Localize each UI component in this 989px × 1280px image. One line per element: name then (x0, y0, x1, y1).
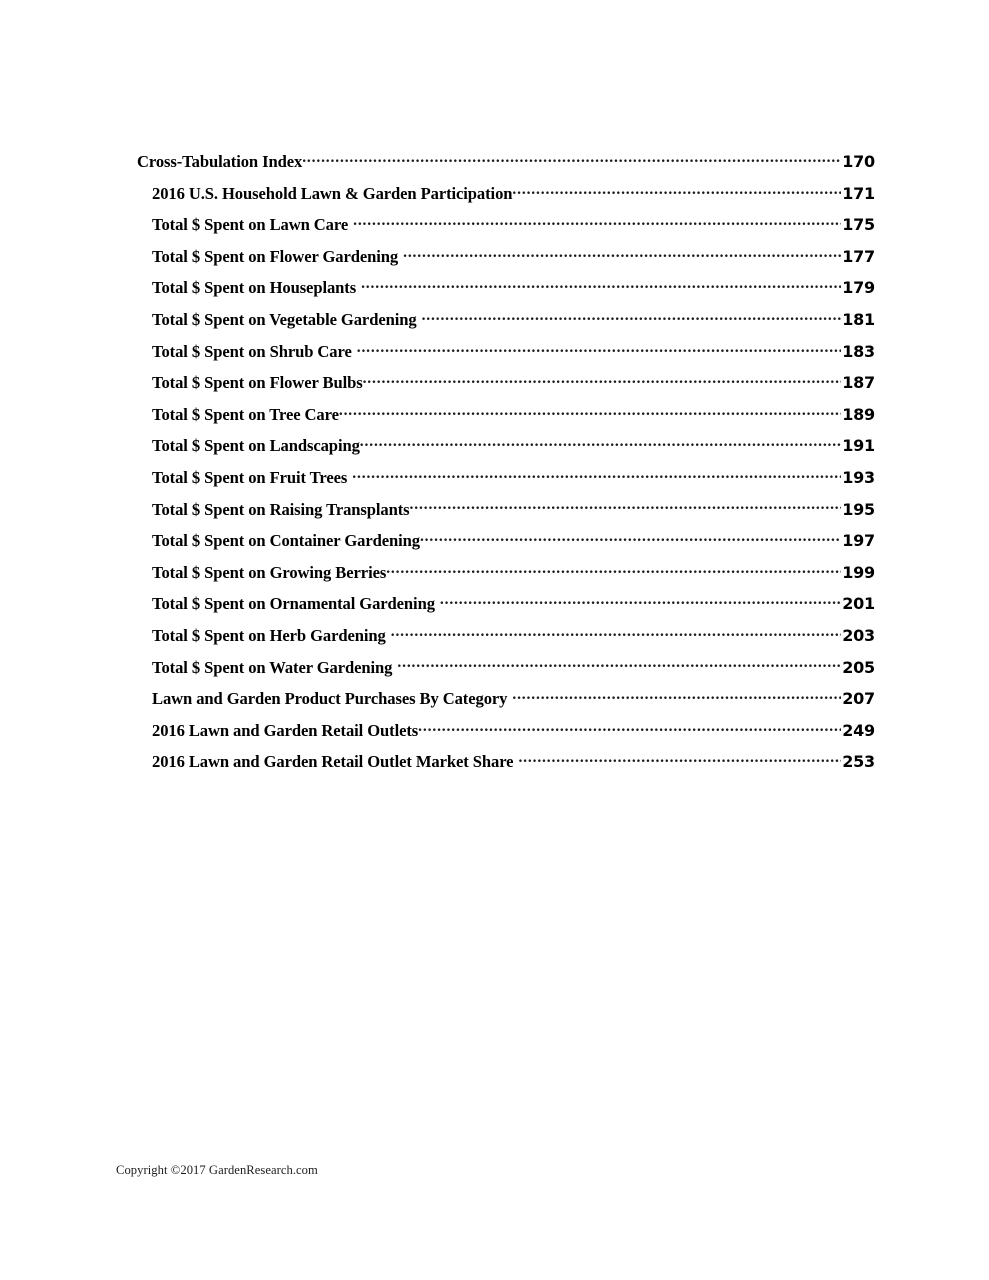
footer-copyright: Copyright ©2017 GardenResearch.com (116, 1163, 318, 1177)
toc-entry-page-number: 181 (842, 309, 875, 329)
toc-entry[interactable] (137, 683, 875, 715)
table-of-contents (137, 146, 875, 778)
toc-entry-page-number: 205 (842, 657, 875, 677)
toc-entry-page-number: 171 (842, 183, 875, 203)
toc-entry-page-number: 197 (842, 531, 875, 551)
toc-entry-title: 2016 Lawn and Garden Retail Outlet Market Share (152, 752, 514, 772)
toc-dot-leader (352, 466, 841, 483)
toc-entry-title: Total $ Spent on Shrub Care (152, 341, 352, 361)
toc-entry-page-number: 170 (842, 152, 875, 171)
toc-entry[interactable] (137, 462, 875, 494)
toc-entry-title: Total $ Spent on Flower Bulbs (152, 373, 363, 393)
toc-entry-page-number: 183 (842, 341, 875, 361)
toc-dot-leader (302, 150, 841, 167)
toc-dot-leader (440, 593, 841, 610)
toc-entry-title: Total $ Spent on Ornamental Gardening (152, 594, 435, 614)
toc-entry[interactable] (137, 430, 875, 462)
toc-entry-page-number: 193 (842, 467, 875, 487)
toc-entry-title: Total $ Spent on Vegetable Gardening (152, 309, 417, 329)
toc-entry-title: Total $ Spent on Lawn Care (152, 215, 349, 235)
toc-entry-title: Total $ Spent on Water Gardening (152, 657, 393, 677)
toc-entry-page-number: 203 (842, 625, 875, 645)
toc-entry-page-number: 201 (842, 594, 875, 614)
toc-dot-leader (422, 308, 842, 325)
toc-dot-leader (418, 719, 841, 736)
toc-entry-page-number: 199 (842, 562, 875, 582)
toc-entry-page-number: 175 (842, 215, 875, 235)
toc-entry[interactable] (137, 525, 875, 557)
toc-entry-title: Total $ Spent on Flower Gardening (152, 246, 399, 266)
toc-entry-page-number: 189 (842, 404, 875, 424)
toc-entry-title: Total $ Spent on Herb Gardening (152, 625, 386, 645)
toc-entry-title: Lawn and Garden Product Purchases By Category (152, 689, 508, 709)
toc-entry-page-number: 177 (842, 246, 875, 266)
toc-entry-title: 2016 U.S. Household Lawn & Garden Participation (152, 183, 513, 203)
toc-dot-leader (353, 214, 841, 231)
toc-entry-title: Cross-Tabulation Index (137, 152, 303, 171)
toc-entry-title: Total $ Spent on Houseplants (152, 278, 357, 298)
toc-entry-title: Total $ Spent on Growing Berries (152, 562, 387, 582)
toc-dot-leader (386, 561, 841, 578)
toc-entry-page-number: 207 (842, 689, 875, 709)
toc-entry[interactable] (137, 336, 875, 368)
toc-dot-leader (397, 656, 841, 673)
toc-dot-leader (360, 435, 841, 452)
toc-dot-leader (391, 624, 841, 641)
toc-entry[interactable] (137, 399, 875, 431)
toc-entry[interactable] (137, 588, 875, 620)
toc-dot-leader (339, 403, 841, 420)
toc-dot-leader (410, 498, 842, 515)
toc-entry-title: Total $ Spent on Container Gardening (152, 531, 420, 551)
toc-dot-leader (361, 277, 841, 294)
toc-entry[interactable] (137, 715, 875, 747)
toc-entry[interactable] (137, 652, 875, 684)
toc-dot-leader (518, 751, 841, 768)
toc-entry-title: Total $ Spent on Fruit Trees (152, 467, 348, 487)
toc-dot-leader (420, 530, 841, 547)
toc-entry[interactable] (137, 367, 875, 399)
toc-entry-title: Total $ Spent on Landscaping (152, 436, 360, 456)
toc-dot-leader (363, 372, 842, 389)
toc-dot-leader (512, 688, 841, 705)
toc-entry[interactable] (137, 557, 875, 589)
toc-dot-leader (512, 182, 841, 199)
toc-entry[interactable] (137, 494, 875, 526)
toc-entry[interactable] (137, 209, 875, 241)
toc-entry[interactable] (137, 272, 875, 304)
toc-entry[interactable] (137, 620, 875, 652)
toc-dot-leader (357, 340, 841, 357)
toc-entry-page-number: 249 (842, 720, 875, 740)
toc-entry-page-number: 187 (842, 373, 875, 393)
toc-entry-page-number: 195 (842, 499, 875, 519)
toc-entry-page-number: 191 (842, 436, 875, 456)
toc-entry-title: 2016 Lawn and Garden Retail Outlets (152, 720, 419, 740)
toc-dot-leader (403, 245, 841, 262)
toc-entry[interactable] (137, 746, 875, 778)
toc-entry[interactable] (137, 241, 875, 273)
toc-entry-page-number: 179 (842, 278, 875, 298)
toc-entry-title: Total $ Spent on Tree Care (152, 404, 339, 424)
toc-entry-page-number: 253 (842, 752, 875, 772)
toc-entry-title: Total $ Spent on Raising Transplants (152, 499, 410, 519)
toc-entry[interactable] (137, 178, 875, 210)
toc-entry[interactable] (137, 304, 875, 336)
toc-entry[interactable] (137, 146, 875, 178)
